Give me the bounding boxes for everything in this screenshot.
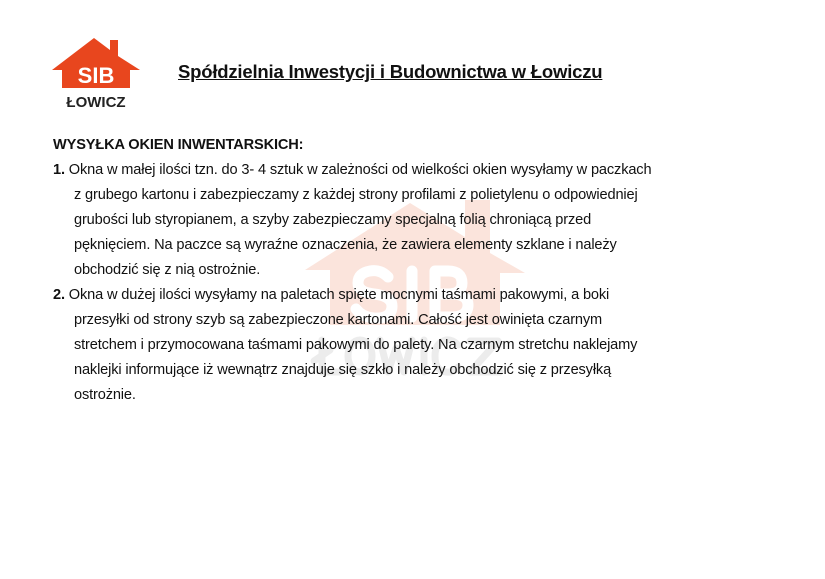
svg-text:ŁOWICZ: ŁOWICZ [66,94,126,111]
document-body [53,133,651,408]
page-title: Spółdzielnia Inwestycji i Budownictwa w Łowiczu [178,61,603,82]
list-item-1 [53,158,651,283]
list-item-2 [53,283,651,408]
paragraph-line: pęknięciem. Na paczce są wyraźne oznaczenia, że zawiera elementy szklane i należy [74,237,617,253]
item-number: 1. [53,162,65,178]
item-number: 2. [53,287,65,303]
paragraph-line: z grubego kartonu i zabezpieczamy z każdej strony profilami z polietylenu o odpowiedniej [74,187,638,203]
paragraph-line: ostrożnie. [74,387,136,403]
paragraph-line: Okna w małej ilości tzn. do 3- 4 sztuk w zależności od wielkości okien wysyłamy w paczkach [68,162,652,178]
paragraph-line: naklejki informujące iż wewnątrz znajduje się szkło i należy obchodzić się z przesyłką [74,362,612,378]
section-heading: WYSYŁKA OKIEN INWENTARSKICH: [53,137,304,153]
paragraph-line: Okna w dużej ilości wysyłamy na paletach spięte mocnymi taśmami pakowymi, a boki [68,287,610,303]
paragraph-line: stretchem i przymocowana taśmami pakowymi do palety. Na czarnym stretchu naklejamy [74,337,638,353]
paragraph-line: przesyłki od strony szyb są zabezpieczone kartonami. Całość jest owinięta czarnym [74,312,603,328]
paragraph-line: grubości lub styropianem, a szyby zabezpieczamy specjalną folią chroniącą przed [74,212,592,228]
svg-text:SIB: SIB [77,63,115,88]
paragraph-line: obchodzić się z nią ostrożnie. [74,262,261,278]
sib-lowicz-logo [52,36,142,111]
